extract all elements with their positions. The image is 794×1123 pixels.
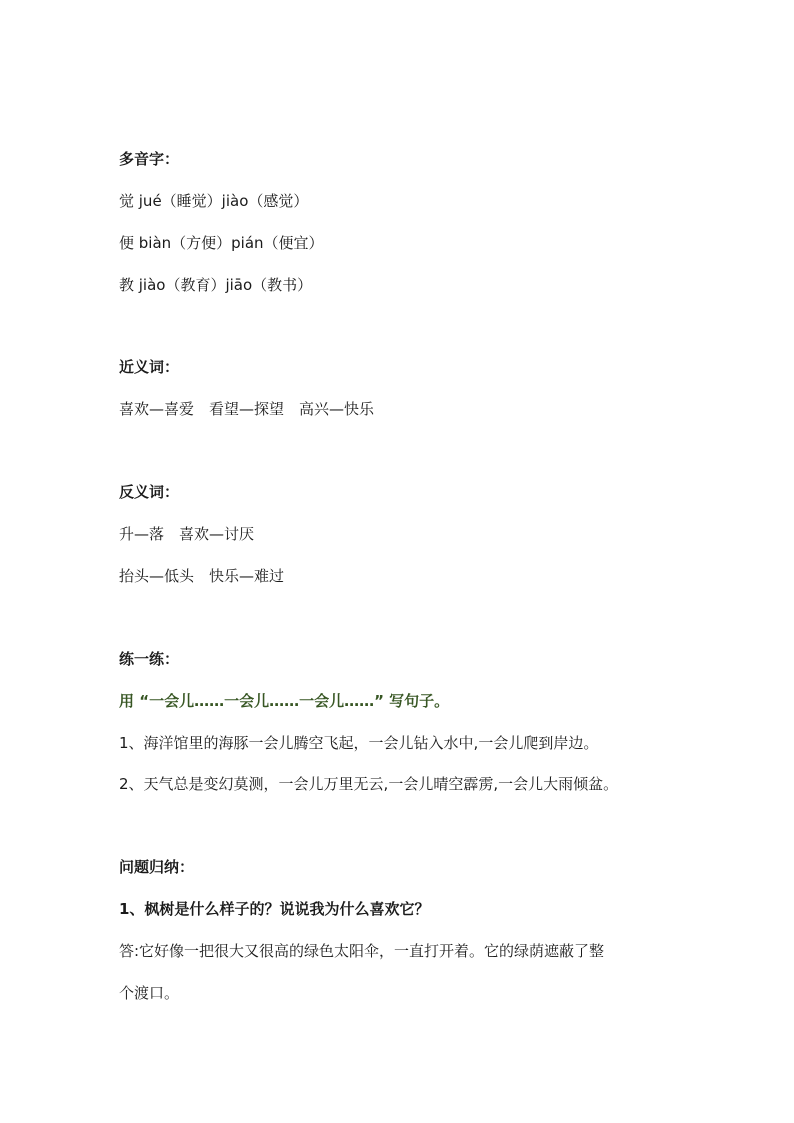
practice-sentence-1: 1、海洋馆里的海豚一会儿腾空飞起，一会儿钻入水中,一会儿爬到岸边。: [119, 734, 599, 752]
summary-heading: 问题归纳：: [119, 858, 195, 876]
antonyms-list-2: 抬头—低头 快乐—难过: [119, 567, 285, 585]
antonyms-heading: 反义词：: [119, 483, 180, 501]
summary-question: 1、枫树是什么样子的？说说我为什么喜欢它？: [119, 900, 430, 918]
summary-answer-line-1: 答:它好像一把很大又很高的绿色太阳伞，一直打开着。它的绿荫遮蔽了整: [119, 942, 605, 960]
practice-instruction: 用 “一会儿……一会儿……一会儿……” 写句子。: [119, 692, 450, 710]
practice-heading: 练一练：: [119, 650, 180, 668]
summary-answer-line-2: 个渡口。: [119, 984, 180, 1002]
practice-sentence-2: 2、天气总是变幻莫测，一会儿万里无云,一会儿晴空霹雳,一会儿大雨倾盆。: [119, 775, 619, 793]
polyphonic-heading: 多音字：: [119, 150, 180, 168]
polyphonic-item-jiao: 教 jiào（教育）jiāo（教书）: [119, 276, 313, 294]
polyphonic-item-jue: 觉 jué（睡觉）jiào（感觉）: [119, 192, 309, 210]
synonyms-list: 喜欢—喜爱 看望—探望 高兴—快乐: [119, 400, 375, 418]
synonyms-heading: 近义词：: [119, 358, 180, 376]
antonyms-list-1: 升—落 喜欢—讨厌: [119, 525, 255, 543]
polyphonic-item-bian: 便 biàn（方便）pián（便宜）: [119, 234, 324, 252]
